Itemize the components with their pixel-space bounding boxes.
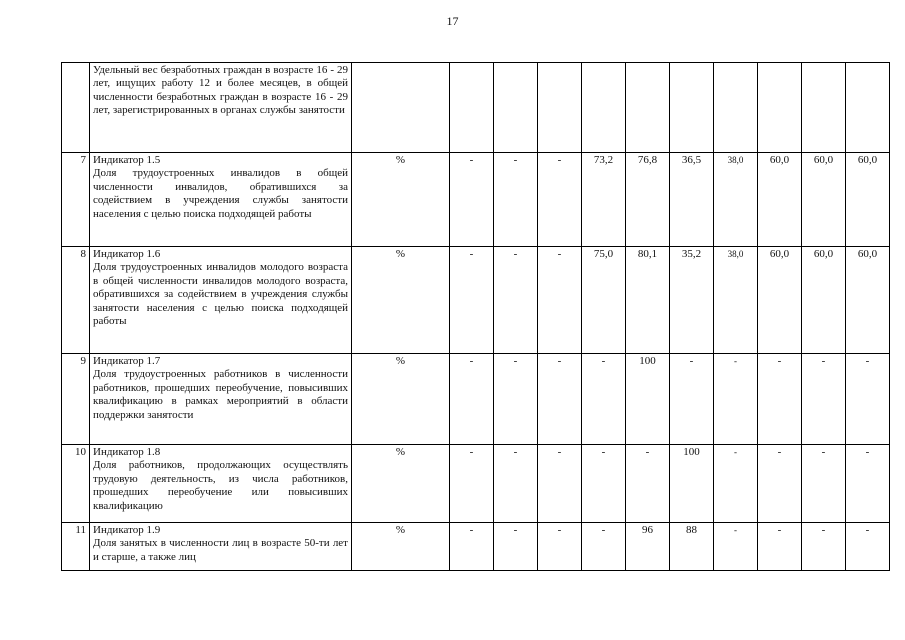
value-cell	[802, 63, 846, 153]
value-cell: -	[582, 354, 626, 445]
value-cell: 73,2	[582, 153, 626, 247]
value-cell: 60,0	[846, 153, 890, 247]
page-number: 17	[446, 14, 459, 28]
value-cell: -	[538, 445, 582, 523]
value-cell: -	[758, 523, 802, 571]
unit-cell: %	[352, 247, 450, 354]
value-cell	[494, 63, 538, 153]
row-number: 11	[62, 523, 90, 571]
indicator-title: Индикатор 1.9	[93, 524, 161, 536]
value-cell: -	[626, 445, 670, 523]
value-cell: -	[494, 445, 538, 523]
value-cell: -	[450, 523, 494, 571]
value-cell: -	[450, 354, 494, 445]
value-cell: -	[802, 523, 846, 571]
unit-cell: %	[352, 153, 450, 247]
value-cell: -	[538, 247, 582, 354]
value-cell: 38,0	[714, 247, 758, 354]
value-cell: 36,5	[670, 153, 714, 247]
value-cell	[582, 63, 626, 153]
row-number: 10	[62, 445, 90, 523]
indicator-title: Индикатор 1.7	[93, 355, 161, 367]
indicator-description	[90, 63, 352, 153]
indicator-text: Доля трудоустроенных работников в численности работников, прошедших переобучение, повысивших квалификацию в рамках мероприятий в области поддержки занятости	[93, 368, 348, 421]
indicator-title: Индикатор 1.6	[93, 248, 161, 260]
value-cell: 96	[626, 523, 670, 571]
value-cell: -	[450, 445, 494, 523]
value-cell: -	[494, 354, 538, 445]
value-cell: -	[714, 354, 758, 445]
value-cell: -	[846, 523, 890, 571]
value-cell	[758, 63, 802, 153]
indicators-table	[61, 62, 890, 571]
indicator-description	[90, 153, 352, 247]
unit-cell: %	[352, 445, 450, 523]
table-row	[62, 153, 890, 247]
table-row	[62, 445, 890, 523]
value-cell: -	[538, 523, 582, 571]
value-cell: 76,8	[626, 153, 670, 247]
value-cell: -	[670, 354, 714, 445]
value-cell: 100	[626, 354, 670, 445]
value-cell: 80,1	[626, 247, 670, 354]
value-cell: 60,0	[802, 153, 846, 247]
value-cell	[450, 63, 494, 153]
table-row	[62, 247, 890, 354]
value-cell: -	[582, 523, 626, 571]
indicator-description	[90, 523, 352, 571]
value-cell: -	[450, 153, 494, 247]
indicator-text: Доля трудоустроенных инвалидов в общей численности инвалидов, обратившихся за содействием в учреждения службы занятости населения с целью поиска подходящей работы	[93, 167, 348, 220]
value-cell: 60,0	[802, 247, 846, 354]
row-number: 9	[62, 354, 90, 445]
value-cell	[714, 63, 758, 153]
table-row	[62, 354, 890, 445]
unit-cell: %	[352, 354, 450, 445]
table-row	[62, 63, 890, 153]
value-cell: 75,0	[582, 247, 626, 354]
value-cell: -	[846, 354, 890, 445]
value-cell: 60,0	[758, 153, 802, 247]
value-cell: 38,0	[714, 153, 758, 247]
row-number: 8	[62, 247, 90, 354]
table-body	[62, 63, 890, 571]
value-cell	[670, 63, 714, 153]
value-cell	[538, 63, 582, 153]
value-cell: -	[802, 445, 846, 523]
value-cell: -	[846, 445, 890, 523]
value-cell: -	[450, 247, 494, 354]
value-cell: -	[494, 523, 538, 571]
value-cell: -	[802, 354, 846, 445]
value-cell: -	[538, 354, 582, 445]
value-cell: 60,0	[758, 247, 802, 354]
value-cell: 100	[670, 445, 714, 523]
indicator-text: Удельный вес безработных граждан в возрасте 16 - 29 лет, ищущих работу 12 и более месяцев, в общей численности безработных граждан в возрасте 16 - 29 лет, зарегистрированных в органах службы занятости	[93, 64, 348, 117]
indicator-text: Доля занятых в численности лиц в возрасте 50-ти лет и старше, а также лиц	[93, 537, 348, 563]
indicator-description	[90, 247, 352, 354]
value-cell: 88	[670, 523, 714, 571]
indicator-title: Индикатор 1.5	[93, 154, 161, 166]
value-cell: -	[758, 445, 802, 523]
value-cell	[626, 63, 670, 153]
row-number	[62, 63, 90, 153]
indicator-description	[90, 445, 352, 523]
value-cell: 60,0	[846, 247, 890, 354]
value-cell: -	[758, 354, 802, 445]
value-cell: -	[582, 445, 626, 523]
value-cell: -	[714, 523, 758, 571]
indicator-text: Доля трудоустроенных инвалидов молодого возраста в общей численности инвалидов молодого возраста, обратившихся за содействием в учреждения службы занятости населения с целью поиска подходящей работы	[93, 261, 348, 328]
indicator-title: Индикатор 1.8	[93, 446, 161, 458]
value-cell: -	[714, 445, 758, 523]
table-row	[62, 523, 890, 571]
unit-cell	[352, 63, 450, 153]
indicator-description	[90, 354, 352, 445]
row-number: 7	[62, 153, 90, 247]
value-cell: 35,2	[670, 247, 714, 354]
value-cell: -	[494, 153, 538, 247]
value-cell: -	[538, 153, 582, 247]
unit-cell: %	[352, 523, 450, 571]
value-cell: -	[494, 247, 538, 354]
indicator-text: Доля работников, продолжающих осуществлять трудовую деятельность, из числа работников, прошедших переобучение или повысивших квалификацию	[93, 459, 348, 512]
value-cell	[846, 63, 890, 153]
